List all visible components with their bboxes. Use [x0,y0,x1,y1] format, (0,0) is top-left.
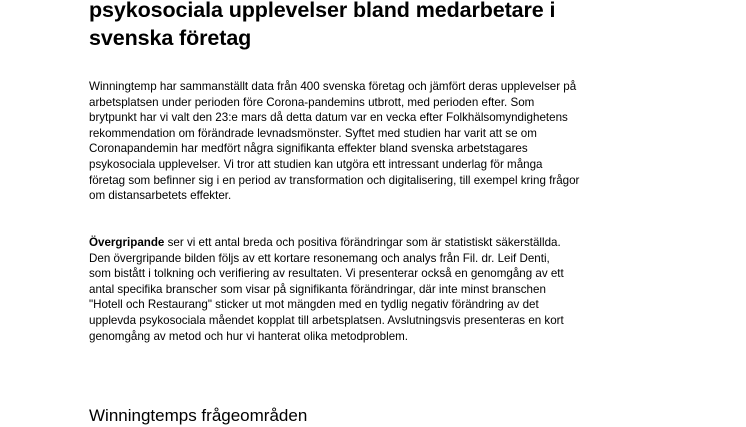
paragraph-line: företag som befinner sig i en period av transformation och digitalisering, till exempel kring frågor [89,173,580,187]
paragraph-line: rekommendation om förändrade levnadsmönster. Syftet med studien har varit att se om [89,126,537,140]
paragraph-line: psykosociala upplevelser. Vi tror att studien kan utgöra ett intressant underlag för många [89,157,543,171]
title-line: svenska företag [89,26,252,50]
paragraph-line: antal specifika branscher som visar på signifikanta förändringar, där inte minst branschen [89,282,546,296]
paragraph-line: Coronapandemin har medfört några signifikanta effekter bland svenska arbetstagares [89,142,528,156]
paragraph-line: upplevda psykosociala måendet kopplat till arbetsplatsen. Avslutningsvis presenteras en kort [89,313,564,327]
overview-paragraph [89,235,689,344]
paragraph-line: Den övergripande bilden följs av ett kortare resonemang och analys från Fil. dr. Leif Denti, [89,251,550,265]
bold-lead: Övergripande [89,236,165,249]
paragraph-line: genomgång av metod och hur vi hanterat olika metodproblem. [89,329,409,343]
document-title [89,0,689,52]
paragraph-line: brytpunkt har vi valt den 23:e mars då detta datum var en vecka efter Folkhälsomyndighetens [89,111,568,125]
paragraph-line: "Hotell och Restaurang" sticker ut mot mängden med en tydlig negativ förändring av det [89,298,539,312]
section-heading: Winningtemps frågeområden [89,406,308,425]
paragraph-line: som bistått i tolkning och verifiering av resultaten. Vi presenterar också en genomgång av ett [89,267,564,281]
paragraph-line: arbetsplatsen under perioden före Corona-pandemins utbrott, med perioden efter. Som [89,95,535,109]
paragraph-line: Winningtemp har sammanställt data från 400 svenska företag och jämfört deras upplevelser på [89,80,577,93]
title-line: psykosociala upplevelser bland medarbetare i [89,0,556,22]
paragraph-line: om distansarbetets effekter. [89,189,232,203]
paragraph-line [89,235,689,251]
first-line-rest: ser vi ett antal breda och positiva förändringar som är statistiskt säkerställda. [164,236,561,249]
intro-paragraph [89,79,689,204]
